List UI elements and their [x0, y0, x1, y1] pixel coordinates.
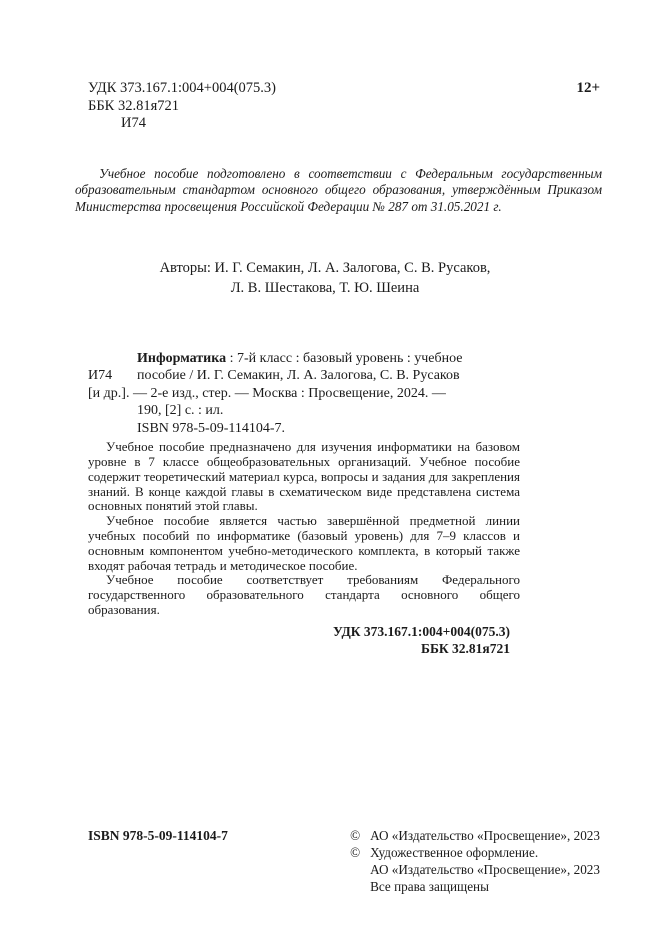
bibliographic-record	[88, 350, 520, 437]
udk-bbk-block	[88, 80, 276, 133]
classification-header	[0, 0, 650, 133]
imprint-footer	[88, 827, 600, 895]
copyright-text: Все права защищены	[370, 879, 489, 894]
annotation-paragraph-3: Учебное пособие соответствует требованиям Федерального государственного образовательного стандарта основного общего образования.	[88, 572, 520, 618]
bib-author-index: И74	[88, 368, 113, 384]
bib-line-2	[88, 367, 520, 384]
bbk-number: ББК 32.81я721	[88, 97, 179, 114]
standard-compliance-note: Учебное пособие подготовлено в соответствии с Федеральным государственным образовательным стандартом основного общего образования, утверждённым Приказом Министерства просвещения Российской Федерации № 287 от 31.05.2021 г.	[75, 165, 602, 214]
copyright-text: АО «Издательство «Просвещение», 2023	[370, 862, 600, 877]
copyright-sign: ©	[350, 845, 361, 860]
author-sign-index: И74	[121, 115, 146, 131]
bib-line-2-text: пособие / И. Г. Семакин, Л. А. Залогова, С. В. Русаков	[137, 368, 460, 384]
copyright-sign	[350, 878, 370, 895]
bbk-footer-number: ББК 32.81я721	[421, 640, 510, 656]
authors-line-1: Авторы: И. Г. Семакин, Л. А. Залогова, С. В. Русаков,	[159, 260, 491, 277]
isbn-line: ISBN 978-5-09-114104-7.	[137, 421, 286, 437]
copyright-line	[350, 844, 600, 861]
udk-number: УДК 373.167.1:004+004(075.3)	[88, 80, 276, 96]
copyright-line	[350, 827, 600, 844]
annotation-paragraph-2: Учебное пособие является частью завершённой предметной линии учебных пособий по информатике (базовый уровень) для 7–9 классов и основным компонентом учебно-методического комплекта, в который также входят рабочая тетрадь и методическое пособие.	[88, 513, 520, 573]
authors-line-2: Л. В. Шестакова, Т. Ю. Шеина	[230, 280, 420, 297]
annotation-block	[88, 440, 520, 618]
annotation-paragraph-1: Учебное пособие предназначено для изучения информатики на базовом уровне в 7 классе общеобразовательных организаций. Учебное пособие содержит теоретический материал курса, вопросы и задания для закрепления знаний. В конце каждой главы в схематическом виде представлена система основных понятий этой главы.	[88, 439, 520, 514]
footer-isbn: ISBN 978-5-09-114104-7	[88, 828, 228, 843]
copyright-sign: ©	[350, 828, 361, 843]
copyright-line	[350, 861, 600, 878]
copyright-line	[350, 878, 600, 895]
udk-footer-number: УДК 373.167.1:004+004(075.3)	[332, 623, 510, 639]
copyright-text: АО «Издательство «Просвещение», 2023	[370, 828, 600, 843]
classification-footer	[0, 623, 650, 657]
copyright-block	[350, 827, 600, 895]
book-title: Информатика	[137, 351, 227, 367]
bib-line-1	[137, 350, 520, 367]
bib-line-4: 190, [2] с. : ил.	[137, 402, 224, 418]
age-rating-badge: 12+	[576, 80, 600, 96]
authors-block	[0, 258, 650, 298]
copyright-text: Художественное оформление.	[370, 845, 539, 860]
bib-line-3: [и др.]. — 2-е изд., стер. — Москва : Просвещение, 2024. —	[88, 385, 446, 401]
bib-line-1-rest: : 7-й класс : базовый уровень : учебное	[226, 351, 463, 367]
copyright-sign	[350, 861, 370, 878]
